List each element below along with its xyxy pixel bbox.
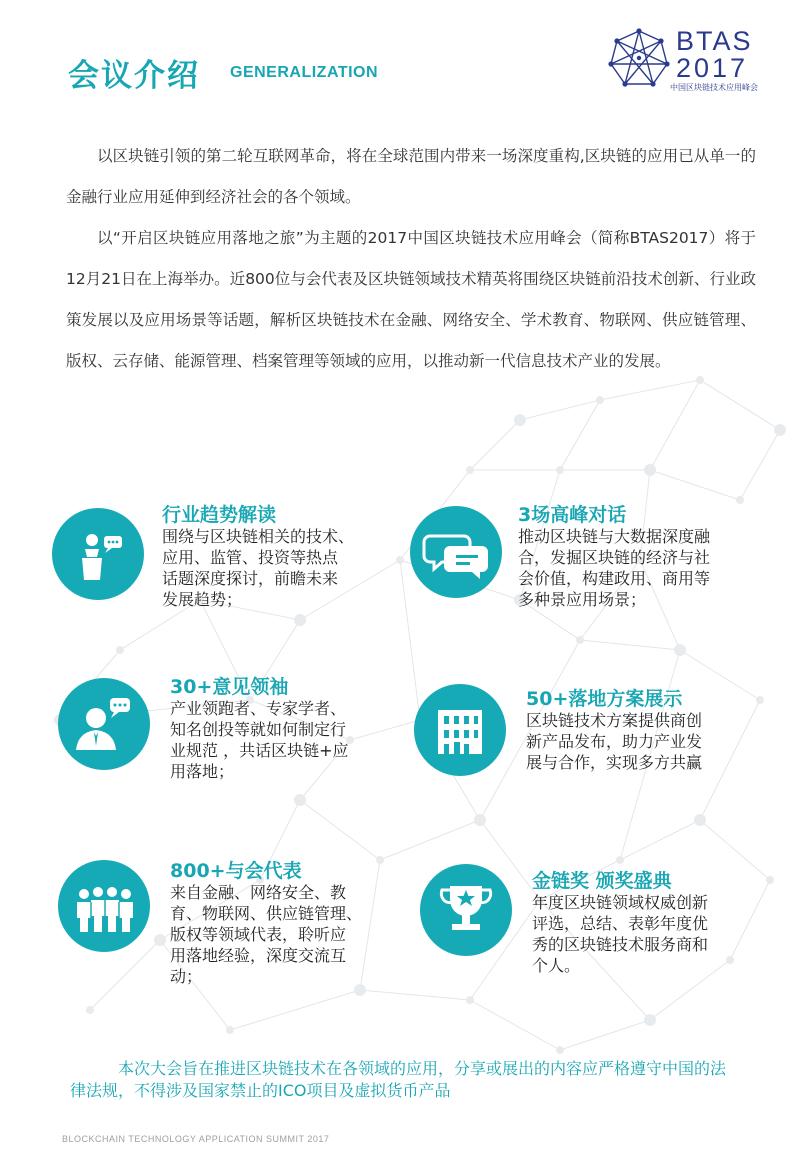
feature-desc-line: 育、物联网、供应链管理、 <box>170 904 363 923</box>
network-globe-icon <box>608 28 670 90</box>
network-node <box>226 1026 234 1034</box>
footer-summit-name: BLOCKCHAIN TECHNOLOGY APPLICATION SUMMIT 2017 <box>62 1134 330 1144</box>
feature-icon-circle <box>58 678 150 770</box>
feature-desc-line: 用落地； <box>170 762 235 781</box>
network-node <box>514 414 526 426</box>
feature-description <box>532 892 762 976</box>
network-node <box>556 1046 564 1054</box>
network-node <box>116 646 124 654</box>
network-node <box>694 814 706 826</box>
btas-logo <box>608 22 778 98</box>
feature-desc-line: 新产品发布，助力产业发 <box>526 732 703 751</box>
network-node <box>466 466 474 474</box>
businessman-speech-icon <box>58 678 150 770</box>
feature-desc-line: 业规范 ，共话区块链+应 <box>170 741 349 760</box>
logo-caption: 中国区块链技术应用峰会 <box>670 83 758 92</box>
trophy-icon <box>420 864 512 956</box>
feature-desc-line: 应用、监管、投资等热点 <box>162 548 339 567</box>
feature-summit-dialogues <box>410 496 760 626</box>
crowd-icon <box>58 860 150 952</box>
network-line <box>470 420 520 470</box>
feature-desc-line: 会价值，构建政用、商用等 <box>518 569 711 588</box>
network-node <box>774 424 786 436</box>
network-node <box>86 1006 94 1014</box>
speaker-podium-icon <box>52 508 144 600</box>
intro-text <box>66 136 756 382</box>
feature-desc-line: 推动区块链与大数据深度融 <box>518 527 711 546</box>
feature-description <box>518 526 758 610</box>
network-line <box>650 380 700 470</box>
network-line <box>700 380 780 430</box>
feature-solution-showcase <box>414 684 764 794</box>
building-icon <box>414 684 506 776</box>
feature-title: 金链奖 颁奖盛典 <box>532 870 672 892</box>
logo-line-1: BTAS <box>676 26 753 56</box>
logo-line-2: 2017 <box>676 53 749 83</box>
network-node <box>644 464 656 476</box>
network-line <box>740 430 780 500</box>
logo-wordmark <box>676 28 753 82</box>
network-node <box>576 636 584 644</box>
page-title: 会议介绍 <box>68 58 200 94</box>
feature-desc-line: 多种景应用场景； <box>518 590 647 609</box>
network-line <box>560 400 600 470</box>
network-line <box>600 380 700 400</box>
network-node <box>644 1014 656 1026</box>
feature-desc-line: 年度区块链领域权威创新 <box>532 893 709 912</box>
network-line <box>620 820 700 860</box>
feature-desc-line: 合，发掘区块链的经济与社 <box>518 548 711 567</box>
chat-bubbles-icon <box>410 506 502 598</box>
feature-desc-line: 用落地经验，深度交流互 <box>170 946 347 965</box>
feature-desc-line: 产业领跑者、专家学者、 <box>170 699 347 718</box>
feature-icon-circle <box>410 506 502 598</box>
network-node <box>556 466 564 474</box>
network-node <box>466 996 474 1004</box>
feature-opinion-leaders <box>58 670 398 800</box>
feature-award-ceremony <box>420 864 770 984</box>
network-line <box>470 1000 560 1050</box>
feature-desc-line: 个人。 <box>532 956 581 975</box>
feature-desc-line: 发展趋势； <box>162 590 243 609</box>
feature-title: 3场高峰对话 <box>518 504 627 526</box>
network-node <box>674 644 686 656</box>
feature-desc-line: 秀的区块链技术服务商和 <box>532 935 709 954</box>
feature-desc-line: 围绕与区块链相关的技术、 <box>162 527 355 546</box>
feature-industry-trends <box>52 496 392 626</box>
feature-desc-line: 区块链技术方案提供商创 <box>526 711 703 730</box>
feature-desc-line: 版权等领域代表，聆听应 <box>170 925 347 944</box>
feature-desc-line: 知名创投等就如何制定行 <box>170 720 347 739</box>
feature-description <box>170 698 400 782</box>
closing-text: 本次大会旨在推进区块链技术在各领域的应用，分享或展出的内容应严格遵守中国的法律法规，不得涉及国家禁止的ICO项目及虚拟货币产品 <box>70 1059 727 1100</box>
feature-title: 50+落地方案展示 <box>526 688 683 710</box>
feature-icon-circle <box>420 864 512 956</box>
feature-desc-line: 来自金融、网络安全、教 <box>170 883 347 902</box>
feature-description <box>170 882 400 987</box>
feature-title: 行业趋势解读 <box>162 504 277 526</box>
feature-title: 800+与会代表 <box>170 860 302 882</box>
feature-icon-circle <box>58 860 150 952</box>
feature-description <box>526 710 766 773</box>
intro-paragraph-2: 以“开启区块链应用落地之旅”为主题的2017中国区块链技术应用峰会（简称BTAS2017）将于12月21日在上海举办。近800位与会代表及区块链领域技术精英将围绕区块链前沿技术创新、行业政策发展以及应用场景等话题，解析区块链技术在金融、网络安全、学术教育、物联网、供应链管理、版权、云存储、能源管理、档案管理等领域的应用，以推动新一代信息技术产业的发展。 <box>66 229 756 370</box>
network-line <box>520 400 600 420</box>
feature-desc-line: 动； <box>170 967 203 986</box>
closing-statement <box>70 1058 730 1102</box>
feature-icon-circle <box>414 684 506 776</box>
intro-paragraph-1: 以区块链引领的第二轮互联网革命，将在全球范围内带来一场深度重构,区块链的应用已从单一的金融行业应用延伸到经济社会的各个领域。 <box>66 147 756 206</box>
feature-icon-circle <box>52 508 144 600</box>
feature-title: 30+意见领袖 <box>170 676 289 698</box>
feature-desc-line: 话题深度探讨，前瞻未来 <box>162 569 339 588</box>
network-node <box>616 856 624 864</box>
network-line <box>560 1020 650 1050</box>
feature-description <box>162 526 392 610</box>
network-node <box>596 396 604 404</box>
feature-desc-line: 展与合作，实现多方共赢 <box>526 753 703 772</box>
feature-desc-line: 评选，总结、表彰年度优 <box>532 914 709 933</box>
feature-delegates <box>58 852 398 1002</box>
network-line <box>300 800 380 860</box>
network-node <box>474 814 486 826</box>
network-line <box>580 640 680 650</box>
network-node <box>396 556 404 564</box>
page-subtitle: GENERALIZATION <box>230 64 379 81</box>
